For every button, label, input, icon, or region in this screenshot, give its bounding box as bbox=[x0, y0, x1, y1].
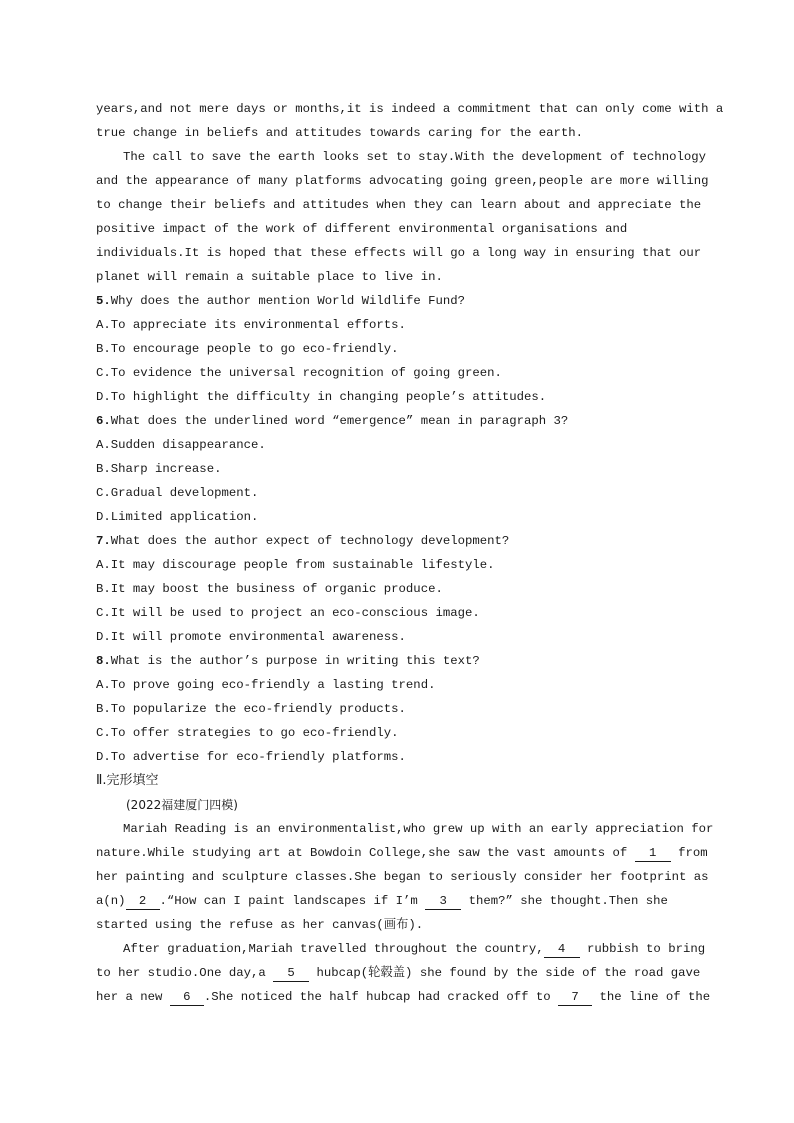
question-number: 8. bbox=[96, 654, 111, 668]
cloze-blank-3[interactable]: 3 bbox=[425, 893, 461, 910]
answer-option: A.To prove going eco-friendly a lasting trend. bbox=[96, 678, 436, 692]
answer-option: B.Sharp increase. bbox=[96, 462, 222, 476]
cloze-text: nature.While studying art at Bowdoin College,she saw the vast amounts of bbox=[96, 846, 628, 860]
source-note: (2022福建厦门四模) bbox=[126, 798, 238, 812]
question-number: 7. bbox=[96, 534, 111, 548]
question-number: 6. bbox=[96, 414, 111, 428]
answer-option: D.Limited application. bbox=[96, 510, 259, 524]
cloze-text: .She noticed the half hubcap had cracked off to bbox=[203, 990, 551, 1004]
answer-option: D.To advertise for eco-friendly platforms. bbox=[96, 750, 406, 764]
question-text: Why does the author mention World Wildlife Fund? bbox=[110, 294, 465, 308]
answer-option: C.It will be used to project an eco-conscious image. bbox=[96, 606, 480, 620]
answer-option: C.To offer strategies to go eco-friendly. bbox=[96, 726, 399, 740]
question-stem bbox=[96, 289, 696, 313]
cloze-text: hubcap(轮毂盖) she found by the side of the road gave bbox=[316, 966, 701, 980]
question-text: What does the author expect of technology development? bbox=[110, 534, 510, 548]
answer-option: B.It may boost the business of organic produce. bbox=[96, 582, 443, 596]
passage-line: planet will remain a suitable place to live in. bbox=[96, 270, 443, 284]
cloze-text: them?” she thought.Then she bbox=[468, 894, 668, 908]
answer-option: C.Gradual development. bbox=[96, 486, 259, 500]
cloze-blank-4[interactable]: 4 bbox=[544, 941, 580, 958]
passage-line: positive impact of the work of different environmental organisations and bbox=[96, 222, 628, 236]
cloze-text: After graduation,Mariah travelled throughout the country, bbox=[123, 942, 544, 956]
question-stem bbox=[96, 529, 696, 553]
cloze-text: .“How can I paint landscapes if I’m bbox=[159, 894, 418, 908]
passage-line: to change their beliefs and attitudes when they can learn about and appreciate the bbox=[96, 198, 702, 212]
passage-line: and the appearance of many platforms advocating going green,people are more willing bbox=[96, 174, 709, 188]
question-stem bbox=[96, 409, 696, 433]
cloze-line bbox=[96, 985, 711, 1009]
cloze-line: started using the refuse as her canvas(画布). bbox=[96, 918, 424, 932]
question-number: 5. bbox=[96, 294, 111, 308]
answer-option: A.Sudden disappearance. bbox=[96, 438, 266, 452]
question-text: What does the underlined word “emergence” mean in paragraph 3? bbox=[110, 414, 569, 428]
cloze-text: from bbox=[678, 846, 708, 860]
cloze-blank-7[interactable]: 7 bbox=[558, 989, 592, 1006]
cloze-line: her painting and sculpture classes.She began to seriously consider her footprint as bbox=[96, 870, 709, 884]
answer-option: B.To popularize the eco-friendly products. bbox=[96, 702, 406, 716]
section-heading: Ⅱ.完形填空 bbox=[96, 773, 159, 788]
answer-option: B.To encourage people to go eco-friendly. bbox=[96, 342, 399, 356]
answer-option: C.To evidence the universal recognition of going green. bbox=[96, 366, 502, 380]
cloze-blank-2[interactable]: 2 bbox=[126, 893, 160, 910]
cloze-line: Mariah Reading is an environmentalist,who grew up with an early appreciation for bbox=[123, 822, 714, 836]
cloze-text: a(n) bbox=[96, 894, 126, 908]
cloze-line bbox=[96, 889, 696, 913]
cloze-blank-1[interactable]: 1 bbox=[635, 845, 671, 862]
cloze-text: rubbish to bring bbox=[587, 942, 706, 956]
answer-option: D.To highlight the difficulty in changing people’s attitudes. bbox=[96, 390, 547, 404]
cloze-line bbox=[96, 841, 708, 865]
question-text: What is the author’s purpose in writing this text? bbox=[110, 654, 480, 668]
cloze-text: to her studio.One day,a bbox=[96, 966, 266, 980]
passage-line: true change in beliefs and attitudes towards caring for the earth. bbox=[96, 126, 584, 140]
passage-line: The call to save the earth looks set to stay.With the development of technology bbox=[123, 150, 706, 164]
cloze-line bbox=[96, 937, 706, 961]
cloze-blank-5[interactable]: 5 bbox=[273, 965, 309, 982]
passage-line: individuals.It is hoped that these effects will go a long way in ensuring that our bbox=[96, 246, 702, 260]
answer-option: A.To appreciate its environmental efforts. bbox=[96, 318, 406, 332]
cloze-text: her a new bbox=[96, 990, 163, 1004]
document-page bbox=[96, 97, 724, 1009]
cloze-line bbox=[96, 961, 701, 985]
answer-option: A.It may discourage people from sustainable lifestyle. bbox=[96, 558, 495, 572]
passage-line: years,and not mere days or months,it is indeed a commitment that can only come with a bbox=[96, 102, 724, 116]
cloze-text: the line of the bbox=[599, 990, 711, 1004]
question-stem bbox=[96, 649, 696, 673]
cloze-blank-6[interactable]: 6 bbox=[170, 989, 204, 1006]
answer-option: D.It will promote environmental awareness. bbox=[96, 630, 406, 644]
